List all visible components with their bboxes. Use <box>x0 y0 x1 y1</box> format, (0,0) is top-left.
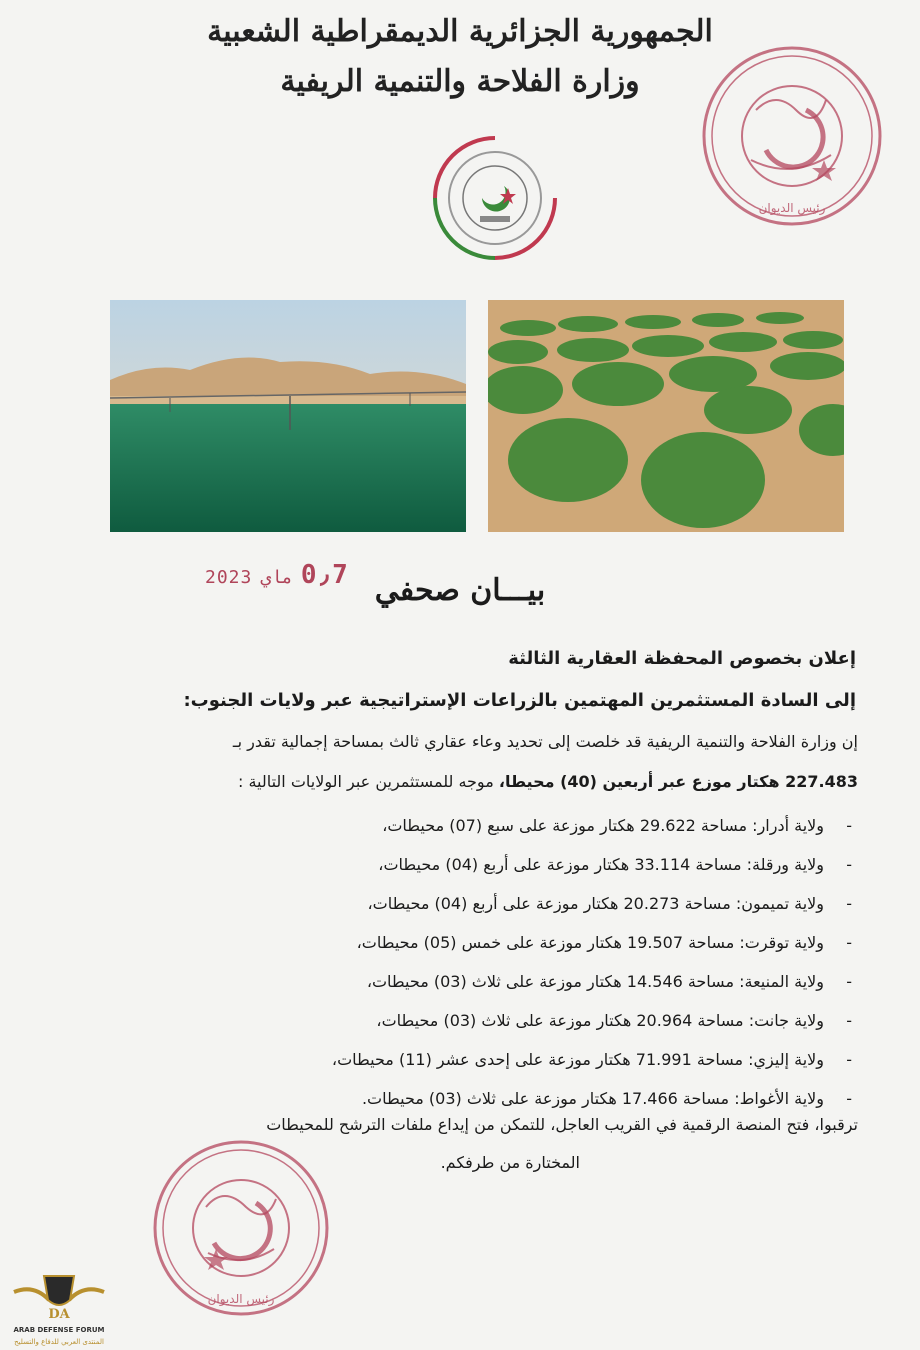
list-item: - ولاية الأغواط: مساحة 17.466 هكتار موزعة على ثلاث (03) محيطات. <box>204 1085 824 1124</box>
subtitle-announcement: إعلان بخصوص المحفظة العقارية الثالثة <box>508 648 856 669</box>
header-line-republic: الجمهورية الجزائرية الديمقراطية الشعبية <box>207 14 713 49</box>
watermark-name: ARAB DEFENSE FORUM <box>13 1326 105 1334</box>
stamp-day: 0٫7 <box>300 560 348 590</box>
circular-fields-photo <box>488 300 844 532</box>
forum-watermark-logo <box>4 1262 114 1348</box>
header-line-ministry: وزارة الفلاحة والتنمية الريفية <box>280 64 640 99</box>
list-bullet: - <box>846 894 852 913</box>
wilaya-list <box>204 812 852 1124</box>
document-title: بيـــان صحفي <box>374 573 546 608</box>
svg-text:رئيس الديوان: رئيس الديوان <box>758 201 826 215</box>
intro-total-area: 227.483 هكتار موزع عبر أربعين (40) محيطا، <box>498 772 858 791</box>
ministry-stamp-top-icon <box>696 40 888 232</box>
list-bullet: - <box>846 1089 852 1108</box>
footer-line-1: ترقبوا، فتح المنصة الرقمية في القريب العاجل، للتمكن من إيداع ملفات الترشح للمحيطات <box>266 1115 858 1134</box>
intro-line-1: إن وزارة الفلاحة والتنمية الريفية قد خلصت إلى تحديد وعاء عقاري ثالث بمساحة إجمالية تقدر بـ <box>232 732 858 751</box>
watermark-arabic: المنتدى العربي للدفاع والتسليح <box>14 1338 104 1346</box>
list-item: - ولاية ورقلة: مساحة 33.114 هكتار موزعة على أربع (04) محيطات، <box>204 851 824 890</box>
desert-irrigation-photo <box>110 300 466 532</box>
intro-line-2 <box>238 772 858 791</box>
list-item: - ولاية جانت: مساحة 20.964 هكتار موزعة على ثلاث (03) محيطات، <box>204 1007 824 1046</box>
list-bullet: - <box>846 855 852 874</box>
stamp-year: 2023 <box>205 567 253 588</box>
list-item: - ولاية توقرت: مساحة 19.507 هكتار موزعة على خمس (05) محيطات، <box>204 929 824 968</box>
list-item: - ولاية إليزي: مساحة 71.991 هكتار موزعة على إحدى عشر (11) محيطات، <box>204 1046 824 1085</box>
ministry-emblem-icon <box>420 128 570 268</box>
intro-line-2-rest: موجه للمستثمرين عبر الولايات التالية : <box>237 772 499 791</box>
list-item: - ولاية تميمون: مساحة 20.273 هكتار موزعة على أربع (04) محيطات، <box>204 890 824 929</box>
stamp-month: ماي <box>260 567 293 588</box>
list-bullet: - <box>846 933 852 952</box>
list-bullet: - <box>846 972 852 991</box>
list-bullet: - <box>846 816 852 835</box>
ministry-stamp-bottom-icon <box>148 1135 334 1321</box>
list-bullet: - <box>846 1050 852 1069</box>
watermark-initials: DA <box>48 1307 70 1322</box>
list-bullet: - <box>846 1011 852 1030</box>
list-item: - ولاية أدرار: مساحة 29.622 هكتار موزعة على سبع (07) محيطات، <box>204 812 824 851</box>
list-item: - ولاية المنيعة: مساحة 14.546 هكتار موزعة على ثلاث (03) محيطات، <box>204 968 824 1007</box>
subtitle-addressees: إلى السادة المستثمرين المهتمين بالزراعات الإستراتيجية عبر ولايات الجنوب: <box>183 690 856 711</box>
svg-text:رئيس الديوان: رئيس الديوان <box>207 1292 275 1306</box>
footer-line-2: المختارة من طرفكم. <box>440 1153 580 1172</box>
